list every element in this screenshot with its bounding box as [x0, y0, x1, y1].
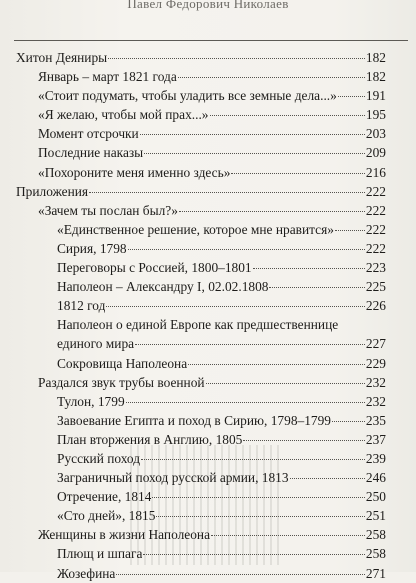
toc-leader-dots — [128, 249, 365, 250]
toc-entry-title: Переговоры с Россией, 1800–1801 — [57, 260, 252, 276]
toc-leader-dots — [116, 574, 365, 575]
toc-entry-title: Заграничный поход русской армии, 1813 — [57, 470, 289, 486]
toc-leader-dots — [210, 115, 365, 116]
running-head: Павел Федорович Николаев — [127, 0, 289, 11]
toc-entry — [16, 315, 386, 353]
toc-entry — [16, 239, 386, 258]
toc-page-number: 237 — [365, 431, 386, 447]
toc-entry — [16, 525, 386, 544]
toc-entry — [16, 487, 386, 506]
toc-entry — [16, 544, 386, 563]
toc-entry — [16, 506, 386, 525]
toc-entry-title: «Стоит подумать, чтобы уладить все земные дела...» — [38, 88, 337, 104]
toc-leader-dots — [106, 306, 364, 307]
toc-leader-dots — [156, 516, 364, 517]
toc-entry-title: Женщины в жизни Наполеона — [38, 527, 211, 543]
toc-page-number: 226 — [365, 298, 386, 314]
toc-entry-title: Наполеон о единой Европе как предшественнице — [57, 317, 339, 333]
toc-leader-dots — [231, 173, 365, 174]
toc-leader-dots — [338, 96, 365, 97]
toc-entry — [16, 48, 386, 67]
table-of-contents — [16, 48, 386, 583]
toc-entry-title: План вторжения в Англию, 1805 — [57, 431, 243, 447]
toc-leader-dots — [135, 344, 365, 345]
toc-page-number: 232 — [365, 393, 386, 409]
toc-leader-dots — [126, 402, 365, 403]
toc-leader-dots — [206, 383, 365, 384]
toc-page-number: 222 — [365, 202, 386, 218]
toc-page-number: 235 — [365, 412, 386, 428]
toc-entry — [16, 182, 386, 201]
toc-entry — [16, 411, 386, 430]
toc-entry — [16, 201, 386, 220]
toc-entry-title: «Сто дней», 1815 — [57, 508, 156, 524]
toc-leader-dots — [179, 211, 365, 212]
toc-page-number: 225 — [365, 279, 386, 295]
toc-leader-dots — [211, 535, 365, 536]
toc-page-number: 209 — [365, 145, 386, 161]
toc-leader-dots — [335, 230, 365, 231]
toc-page-number: 258 — [365, 546, 386, 562]
toc-page-number: 222 — [365, 221, 386, 237]
toc-entry-title: Последние наказы — [38, 145, 144, 161]
toc-entry-title: «Единственное решение, которое мне нравится» — [57, 221, 334, 237]
toc-entry-title-continuation: единого мира — [57, 336, 135, 352]
toc-entry — [16, 449, 386, 468]
toc-entry-title: Приложения — [16, 183, 89, 199]
toc-page-number: 216 — [365, 164, 386, 180]
toc-leader-dots — [152, 497, 364, 498]
toc-entry — [16, 392, 386, 411]
toc-entry — [16, 430, 386, 449]
toc-entry-title: Завоевание Египта и поход в Сирию, 1798–1799 — [57, 412, 331, 428]
toc-entry — [16, 105, 386, 124]
toc-entry-title: Наполеон – Александру I, 02.02.1808 — [57, 279, 269, 295]
toc-entry-title: Январь – март 1821 года — [38, 69, 177, 85]
toc-entry-title: Сокровища Наполеона — [57, 355, 188, 371]
toc-entry-title: «Я желаю, чтобы мой прах...» — [38, 107, 209, 123]
toc-leader-dots — [143, 554, 365, 555]
toc-entry — [16, 564, 386, 583]
toc-entry — [16, 296, 386, 315]
toc-leader-dots — [141, 459, 365, 460]
toc-leader-dots — [89, 192, 365, 193]
toc-entry-title: Сирия, 1798 — [57, 240, 127, 256]
toc-entry — [16, 163, 386, 182]
toc-leader-dots — [178, 77, 365, 78]
toc-entry — [16, 354, 386, 373]
header-rule — [14, 40, 408, 41]
toc-entry-title: 1812 год — [57, 298, 106, 314]
toc-leader-dots — [269, 287, 364, 288]
toc-leader-dots — [188, 364, 365, 365]
toc-page-number: 222 — [365, 240, 386, 256]
toc-page-number: 239 — [365, 450, 386, 466]
toc-leader-dots — [332, 421, 365, 422]
toc-leader-dots — [108, 58, 365, 59]
toc-leader-dots — [140, 134, 365, 135]
toc-page-number: 258 — [365, 527, 386, 543]
toc-entry-title: Хитон Деяниры — [16, 50, 108, 65]
toc-entry-title: Плющ и шпага — [57, 546, 143, 562]
toc-page-number: 250 — [365, 489, 386, 505]
toc-page-number: 182 — [365, 69, 386, 85]
toc-page-number: 227 — [365, 336, 386, 352]
toc-entry-title: Жозефина — [57, 565, 116, 581]
toc-leader-dots — [253, 268, 365, 269]
toc-leader-dots — [290, 478, 365, 479]
toc-page-number: 182 — [365, 50, 386, 65]
toc-entry — [16, 220, 386, 239]
toc-entry-title: Отречение, 1814 — [57, 489, 152, 505]
toc-entry-title: Тулон, 1799 — [57, 393, 125, 409]
toc-page-number: 271 — [365, 565, 386, 581]
toc-entry — [16, 124, 386, 143]
toc-page-number: 191 — [365, 88, 386, 104]
toc-entry — [16, 277, 386, 296]
toc-page-number: 203 — [365, 126, 386, 142]
toc-entry-title: «Похороните меня именно здесь» — [38, 164, 231, 180]
toc-entry-title: Момент отсрочки — [38, 126, 139, 142]
toc-page-number: 251 — [365, 508, 386, 524]
toc-entry-title: Русский поход — [57, 450, 141, 466]
toc-page-number: 246 — [365, 470, 386, 486]
toc-entry — [16, 86, 386, 105]
toc-page-number: 229 — [365, 355, 386, 371]
toc-entry-title: «Зачем ты послан был?» — [38, 202, 178, 218]
toc-page-number: 232 — [365, 374, 386, 390]
toc-page-number: 223 — [365, 260, 386, 276]
toc-entry — [16, 143, 386, 162]
toc-entry — [16, 373, 386, 392]
toc-leader-dots — [144, 153, 365, 154]
toc-entry — [16, 67, 386, 86]
toc-page-number: 195 — [365, 107, 386, 123]
toc-entry — [16, 258, 386, 277]
toc-entry-title: Раздался звук трубы военной — [38, 374, 205, 390]
toc-page-number: 222 — [365, 183, 386, 199]
toc-entry — [16, 468, 386, 487]
toc-leader-dots — [243, 440, 365, 441]
